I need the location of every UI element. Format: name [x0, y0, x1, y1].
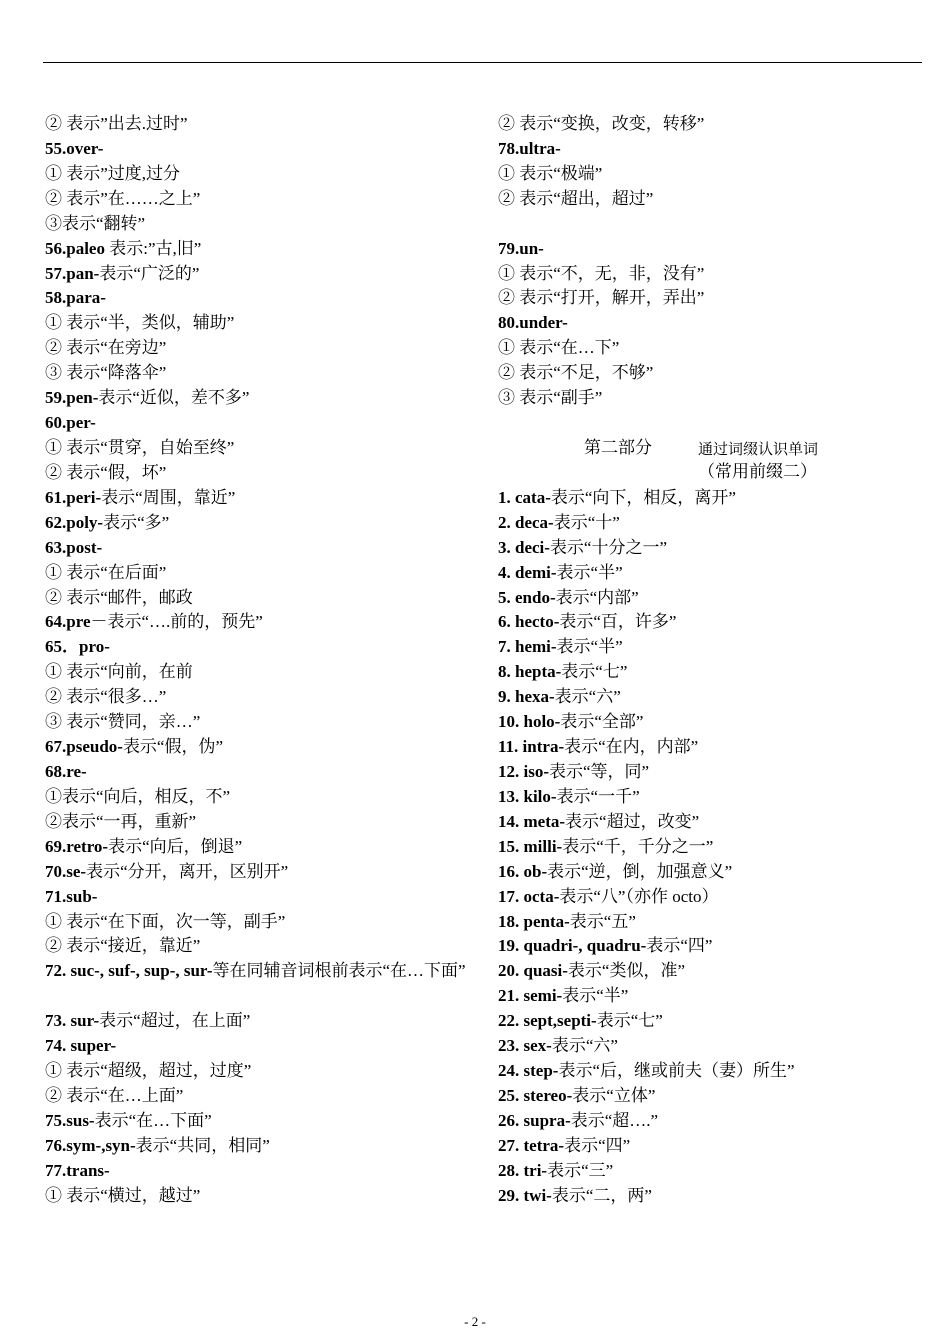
meaning-text: ② 表示“不足，不够”: [498, 363, 654, 383]
meaning-text: 表示“在…下面”: [94, 1110, 212, 1130]
entry-line: [498, 586, 918, 611]
blank-line: [498, 212, 918, 237]
meaning-text: ③ 表示“赞同，亲…”: [45, 712, 201, 732]
entry-line: [498, 635, 918, 660]
prefix-term: 80.under-: [498, 313, 568, 333]
meaning-text: ① 表示“半，类似，辅助”: [45, 313, 235, 333]
prefix-term: 18. penta-: [498, 911, 570, 931]
prefix-term: 20. quasi-: [498, 961, 568, 981]
entry-line: [45, 1009, 470, 1034]
meaning-text: 表示“半”: [562, 986, 629, 1006]
left-column: [45, 112, 470, 1209]
prefix-term: 71.sub-: [45, 886, 98, 906]
entry-line: [498, 1034, 918, 1059]
entry-line: [45, 1109, 470, 1134]
prefix-term: 60.per-: [45, 413, 96, 433]
prefix-term: 75.sus-: [45, 1110, 95, 1130]
meaning-text: ① 表示“在下面，次一等，副手”: [45, 911, 286, 931]
prefix-term: 9. hexa-: [498, 687, 555, 707]
entry-line: [45, 561, 470, 586]
prefix-term: 7. hemi-: [498, 637, 557, 657]
entry-line: [498, 112, 918, 137]
entry-line: [498, 785, 918, 810]
meaning-text: 表示“等，同”: [549, 761, 650, 781]
meaning-text: 表示“七”: [561, 662, 628, 682]
entry-line: [498, 361, 918, 386]
entry-line: [45, 262, 470, 287]
meaning-text: 表示“五”: [569, 911, 636, 931]
entry-line: [45, 162, 470, 187]
prefix-term: 57.pan-: [45, 263, 100, 283]
entry-line: [498, 885, 918, 910]
meaning-text: 表示“全部”: [560, 712, 644, 732]
meaning-text: ① 表示“横过，越过”: [45, 1185, 201, 1205]
entry-line: [45, 411, 470, 436]
meaning-text: －表示“….前的，预先”: [90, 612, 263, 632]
right-column: [498, 112, 918, 1209]
meaning-text: ①表示“向后，相反，不”: [45, 786, 231, 806]
prefix-term: 14. meta-: [498, 811, 566, 831]
meaning-text: 表示“四”: [646, 936, 713, 956]
entry-line: [45, 187, 470, 212]
section-subtitle: 通过词缀认识单词: [698, 441, 819, 458]
meaning-text: 表示“类似，准”: [567, 961, 686, 981]
entry-line: [45, 361, 470, 386]
prefix-term: 56.paleo: [45, 238, 105, 258]
prefix-term: 68.re-: [45, 761, 87, 781]
meaning-text: 表示“半”: [556, 637, 623, 657]
meaning-text: 表示“向下，相反，离开”: [550, 487, 736, 507]
prefix-term: 63.post-: [45, 537, 103, 557]
meaning-text: 表示“六”: [554, 687, 621, 707]
entry-line: [498, 336, 918, 361]
header-rule: [43, 62, 922, 63]
meaning-text: 表示“十”: [553, 512, 620, 532]
prefix-term: 23. sex-: [498, 1036, 552, 1056]
entry-line: [498, 984, 918, 1009]
prefix-term: 12. iso-: [498, 761, 549, 781]
entry-line: [45, 910, 470, 935]
entry-line: [45, 1059, 470, 1084]
entry-line: [45, 1159, 470, 1184]
section-title: [498, 436, 918, 486]
prefix-term: 62.poly-: [45, 512, 104, 532]
prefix-term: 2. deca-: [498, 512, 554, 532]
meaning-text: 表示“一千”: [556, 786, 640, 806]
prefix-term: 65．pro-: [45, 637, 110, 657]
section-part: 第二部分: [584, 437, 652, 457]
meaning-text: ① 表示“在后面”: [45, 562, 167, 582]
prefix-term: 26. supra-: [498, 1110, 571, 1130]
meaning-text: 表示“二，两”: [551, 1185, 652, 1205]
meaning-text: ② 表示“在旁边”: [45, 338, 167, 358]
prefix-term: 13. kilo-: [498, 786, 557, 806]
entry-line: [498, 311, 918, 336]
meaning-text: ③ 表示“降落伞”: [45, 363, 167, 383]
entry-line: [498, 511, 918, 536]
prefix-term: 67.pseudo-: [45, 737, 123, 757]
meaning-text: 表示“假，伪”: [122, 737, 224, 757]
meaning-text: 表示:”古,旧”: [104, 238, 202, 258]
entry-line: [45, 486, 470, 511]
entry-line: [45, 1184, 470, 1209]
prefix-term: 58.para-: [45, 288, 106, 308]
entry-line: [498, 486, 918, 511]
meaning-text: ② 表示“接近，靠近”: [45, 936, 201, 956]
prefix-term: 10. holo-: [498, 712, 561, 732]
page-number: - 2 -: [464, 1314, 486, 1329]
prefix-term: 55.over-: [45, 138, 104, 158]
meaning-text: ② 表示”在……之上”: [45, 188, 201, 208]
entry-line: [45, 660, 470, 685]
meaning-text: ① 表示“贯穿，自始至终”: [45, 437, 235, 457]
meaning-text: 表示“多”: [103, 512, 170, 532]
prefix-term: 73. sur-: [45, 1011, 100, 1031]
prefix-term: 11. intra-: [498, 737, 565, 757]
entry-line: [498, 810, 918, 835]
entry-line: [498, 760, 918, 785]
meaning-text: 表示“半”: [556, 562, 623, 582]
prefix-term: 19. quadri-, quadru-: [498, 936, 647, 956]
meaning-text: 表示“十分之一”: [549, 537, 668, 557]
prefix-term: 78.ultra-: [498, 138, 561, 158]
entry-line: [45, 1034, 470, 1059]
entry-line: [498, 835, 918, 860]
entry-line: [45, 710, 470, 735]
entry-line: [498, 685, 918, 710]
entry-line: [45, 212, 470, 237]
meaning-text: 表示“三”: [547, 1160, 614, 1180]
meaning-text: ② 表示“很多…”: [45, 687, 167, 707]
entry-line: [45, 386, 470, 411]
prefix-term: 28. tri-: [498, 1160, 548, 1180]
entry-line: [498, 561, 918, 586]
prefix-term: 4. demi-: [498, 562, 557, 582]
prefix-term: 79.un-: [498, 238, 544, 258]
prefix-term: 17. octa-: [498, 886, 560, 906]
meaning-text: 表示“共同，相同”: [135, 1135, 270, 1155]
entry-line: [498, 1159, 918, 1184]
entry-line: [45, 959, 470, 1009]
meaning-text: 表示“周围，靠近”: [101, 487, 236, 507]
entry-line: [45, 785, 470, 810]
entry-line: [498, 1184, 918, 1209]
entry-line: [45, 237, 470, 262]
meaning-text: ③ 表示“副手”: [498, 388, 603, 408]
prefix-term: 3. deci-: [498, 537, 550, 557]
meaning-text: ② 表示“超出，超过”: [498, 188, 654, 208]
prefix-term: 74. super-: [45, 1036, 117, 1056]
entry-line: [498, 710, 918, 735]
meaning-text: 表示“在内，内部”: [564, 737, 699, 757]
entry-line: [45, 610, 470, 635]
prefix-term: 5. endo-: [498, 587, 556, 607]
meaning-text: ② 表示“假，坏”: [45, 462, 167, 482]
meaning-text: ① 表示“向前，在前: [45, 662, 193, 682]
entry-line: [45, 1084, 470, 1109]
entry-line: [498, 910, 918, 935]
right-column-bottom: [498, 486, 918, 1209]
meaning-text: 等在同辅音词根前表示“在…下面”: [212, 961, 466, 981]
entry-line: [45, 461, 470, 486]
prefix-term: 27. tetra-: [498, 1135, 565, 1155]
entry-line: [45, 436, 470, 461]
entry-line: [45, 860, 470, 885]
right-column-top: [498, 112, 918, 436]
prefix-term: 8. hepta-: [498, 662, 562, 682]
entry-line: [498, 959, 918, 984]
entry-line: [45, 810, 470, 835]
meaning-text: ① 表示“不，无，非，没有”: [498, 263, 705, 283]
meaning-text: ② 表示“打开，解开，弄出”: [498, 288, 705, 308]
entry-line: [498, 1059, 918, 1084]
entry-line: [498, 187, 918, 212]
meaning-text: 表示“超….”: [570, 1110, 659, 1130]
entry-line: [45, 1134, 470, 1159]
entry-line: [498, 262, 918, 287]
meaning-text: ② 表示“在…上面”: [45, 1085, 184, 1105]
prefix-term: 61.peri-: [45, 487, 102, 507]
entry-line: [498, 934, 918, 959]
meaning-text: 表示“向后，倒退”: [108, 836, 243, 856]
prefix-term: 1. cata-: [498, 487, 551, 507]
prefix-term: 24. step-: [498, 1061, 559, 1081]
entry-line: [45, 137, 470, 162]
meaning-text: 表示“内部”: [555, 587, 639, 607]
prefix-term: 25. stereo-: [498, 1085, 573, 1105]
meaning-text: ② 表示”出去.过时”: [45, 114, 188, 133]
entry-line: [498, 860, 918, 885]
meaning-text: 表示“八”（亦作 octo）: [559, 886, 719, 906]
meaning-text: ① 表示“超级，超过，过度”: [45, 1061, 252, 1081]
meaning-text: 表示“超过，改变”: [565, 811, 700, 831]
entry-line: [45, 934, 470, 959]
entry-line: [498, 162, 918, 187]
entry-line: [45, 635, 470, 660]
entry-line: [498, 1084, 918, 1109]
entry-line: [498, 237, 918, 262]
prefix-term: 59.pen-: [45, 388, 99, 408]
section-subtitle-2: （常用前缀二）: [698, 461, 817, 481]
prefix-term: 29. twi-: [498, 1185, 552, 1205]
meaning-text: 表示“超过，在上面”: [99, 1011, 251, 1031]
entry-line: [45, 835, 470, 860]
meaning-text: 表示“四”: [564, 1135, 631, 1155]
entry-line: [45, 685, 470, 710]
entry-line: [498, 1009, 918, 1034]
meaning-text: 表示“七”: [596, 1011, 663, 1031]
blank-line: [498, 411, 918, 436]
prefix-term: 69.retro-: [45, 836, 109, 856]
prefix-term: 15. milli-: [498, 836, 563, 856]
meaning-text: 表示“千，千分之一”: [562, 836, 714, 856]
meaning-text: 表示“六”: [551, 1036, 618, 1056]
prefix-term: 76.sym-,syn-: [45, 1135, 136, 1155]
prefix-term: 21. semi-: [498, 986, 563, 1006]
prefix-term: 77.trans-: [45, 1160, 110, 1180]
prefix-term: 16. ob-: [498, 861, 548, 881]
entry-line: [498, 386, 918, 411]
meaning-text: 表示“广泛的”: [99, 263, 200, 283]
meaning-text: 表示“后，继或前夫（妻）所生”: [558, 1061, 795, 1081]
meaning-text: ② 表示“变换，改变，转移”: [498, 114, 705, 133]
meaning-text: ② 表示“邮件，邮政: [45, 587, 193, 607]
prefix-term: 6. hecto-: [498, 612, 560, 632]
entry-line: [45, 336, 470, 361]
prefix-term: 22. sept,septi-: [498, 1011, 597, 1031]
meaning-text: 表示“百，许多”: [559, 612, 677, 632]
entry-line: [45, 536, 470, 561]
meaning-text: ① 表示”过度,过分: [45, 163, 181, 183]
entry-line: [498, 286, 918, 311]
entry-line: [45, 511, 470, 536]
meaning-text: 表示“近似，差不多”: [98, 388, 250, 408]
entry-line: [45, 586, 470, 611]
entry-line: [45, 112, 470, 137]
meaning-text: 表示“分开，离开，区别开”: [86, 861, 289, 881]
meaning-text: ②表示“一再，重新”: [45, 811, 197, 831]
entry-line: [45, 311, 470, 336]
meaning-text: ① 表示“在…下”: [498, 338, 620, 358]
entry-line: [498, 137, 918, 162]
entry-line: [498, 735, 918, 760]
entry-line: [45, 286, 470, 311]
entry-line: [498, 1109, 918, 1134]
meaning-text: 表示“立体”: [572, 1085, 656, 1105]
meaning-text: ① 表示“极端”: [498, 163, 603, 183]
prefix-term: 72. suc-, suf-, sup-, sur-: [45, 961, 213, 981]
entry-line: [45, 885, 470, 910]
entry-line: [498, 1134, 918, 1159]
prefix-term: 70.se-: [45, 861, 87, 881]
prefix-term: 64.pre: [45, 612, 91, 632]
meaning-text: 表示“逆，倒，加强意义”: [547, 861, 733, 881]
entry-line: [498, 536, 918, 561]
meaning-text: ③表示“翻转”: [45, 213, 146, 233]
entry-line: [45, 760, 470, 785]
entry-line: [498, 610, 918, 635]
entry-line: [498, 660, 918, 685]
entry-line: [45, 735, 470, 760]
